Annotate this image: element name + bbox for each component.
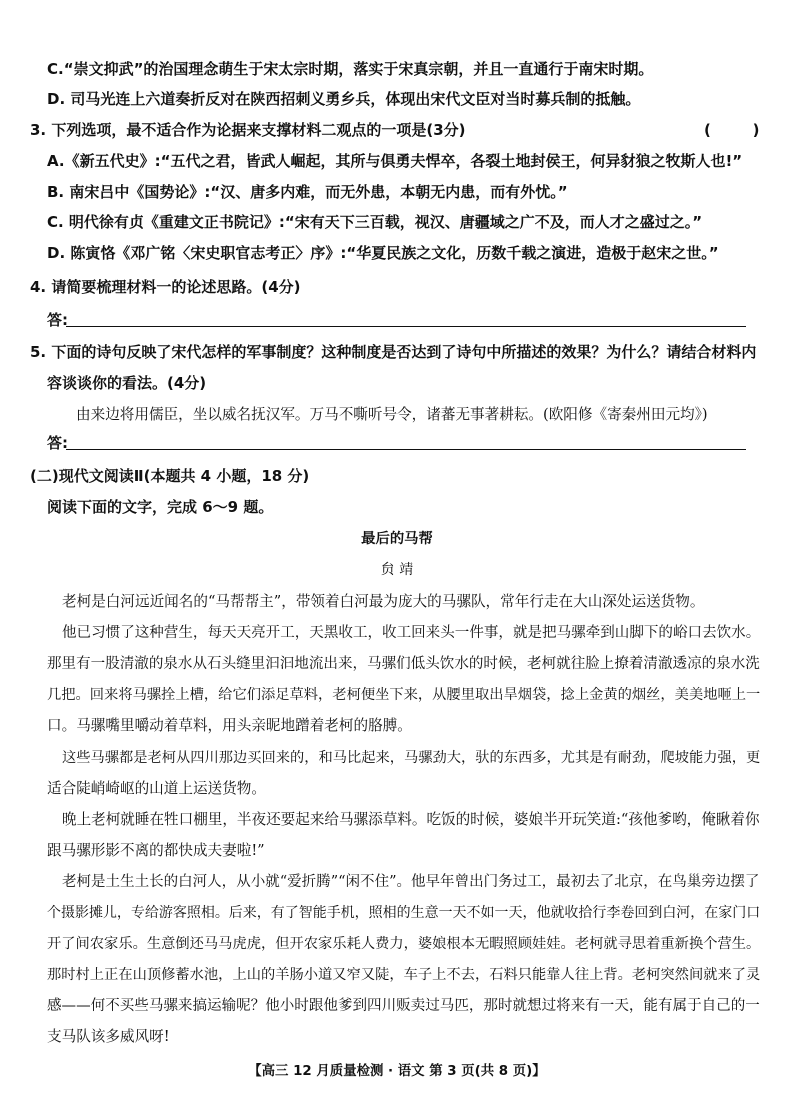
article-paragraph-line: 几把。回来将马骡拴上槽，给它们添足草料，老柯便坐下来，从腰里取出旱烟袋，捻上金黄的烟丝，美美地咂上一 xyxy=(47,687,761,703)
q5-stem-line1: 5. 下面的诗句反映了宋代怎样的军事制度？这种制度是否达到了诗句中所描述的效果？为什么？请结合材料内 xyxy=(30,343,757,361)
q2-option-d: D. 司马光连上六道奏折反对在陕西招刺义勇乡兵，体现出宋代文臣对当时募兵制的抵触。 xyxy=(47,90,641,108)
q4-answer-label: 答: xyxy=(47,311,68,329)
article-paragraph-line: 那里有一股清澈的泉水从石头缝里汩汩地流出来，马骡们低头饮水的时候，老柯就往脸上撩着清澈透凉的泉水洗 xyxy=(47,655,760,672)
q3-answer-bracket: ( ) xyxy=(704,121,760,139)
article-paragraph-line: 晚上老柯就睡在牲口棚里，半夜还要起来给马骡添草料。吃饭的时候，婆娘半开玩笑道:“孩他爹哟，俺瞅着你 xyxy=(62,811,760,828)
q5-poem: 由来边将用儒臣，坐以威名抚汉军。万马不嘶听号令，诸蕃无事著耕耘。(欧阳修《寄秦州田元均》) xyxy=(76,406,708,423)
section-heading: (二)现代文阅读Ⅱ(本题共 4 小题，18 分) xyxy=(30,467,310,485)
article-author: 贠 靖 xyxy=(380,562,414,578)
article-paragraph-line: 口。马骡嘴里嚼动着草料，用头亲昵地蹭着老柯的胳膊。 xyxy=(47,717,412,734)
article-paragraph-line: 跟马骡形影不离的都快成夫妻啦!” xyxy=(47,842,265,859)
article-paragraph-line: 他已习惯了这种营生，每天天亮开工，天黑收工，收工回来头一件事，就是把马骡牵到山脚下的峪口去饮水。 xyxy=(62,624,761,641)
article-paragraph-line: 适合陡峭崎岖的山道上运送货物。 xyxy=(47,780,266,797)
article-paragraph-line: 开了间农家乐。生意倒还马马虎虎，但开农家乐耗人费力，婆娘根本无暇照顾娃娃。老柯就寻思着重新换个营生。 xyxy=(47,936,761,952)
article-paragraph-line: 老柯是土生土长的白河人，从小就“爱折腾”“闲不住”。他早年曾出门务过工，最初去了北京，在鸟巢旁边摆了 xyxy=(62,874,760,890)
article-paragraph-line: 那时村上正在山顶修蓄水池，上山的羊肠小道又窄又陡，车子上不去，石料只能靠人往上背。老柯突然间就来了灵 xyxy=(47,967,761,983)
article-paragraph-line: 支马队该多威风呀! xyxy=(47,1028,170,1045)
section-instruction: 阅读下面的文字，完成 6～9 题。 xyxy=(47,498,274,516)
q4-answer-line[interactable] xyxy=(66,326,746,327)
article-title: 最后的马帮 xyxy=(361,531,433,547)
article-paragraph-line: 这些马骡都是老柯从四川那边买回来的，和马比起来，马骡劲大，驮的东西多，尤其是有耐劲，爬坡能力强，更 xyxy=(62,750,761,766)
q3-option-d: D. 陈寅恪《邓广铭〈宋史职官志考正〉序》:“华夏民族之文化，历数千载之演进，造极于赵宋之世。” xyxy=(47,244,719,262)
q3-option-b: B. 南宋吕中《国势论》:“汉、唐多内难，而无外患，本朝无内患，而有外忧。” xyxy=(47,183,568,201)
q5-answer-label: 答: xyxy=(47,434,68,452)
q5-answer-line[interactable] xyxy=(66,449,746,450)
page-footer: 【高三 12 月质量检测 · 语文 第 3 页(共 8 页)】 xyxy=(248,1064,546,1079)
q3-stem: 3. 下列选项，最不适合作为论据来支撑材料二观点的一项是(3分) xyxy=(30,121,466,139)
article-paragraph-line: 感——何不买些马骡来搞运输呢？他小时跟他爹到四川贩卖过马匹，那时就想过将来有一天，能有属于自己的一 xyxy=(47,997,760,1014)
article-paragraph-line: 个摄影摊儿，专给游客照相。后来，有了智能手机，照相的生意一天不如一天，他就收拾行李卷回到白河，在家门口 xyxy=(47,905,761,921)
article-paragraph-line: 老柯是白河远近闻名的“马帮帮主”，带领着白河最为庞大的马骡队，常年行走在大山深处运送货物。 xyxy=(62,593,705,610)
q5-stem-line2: 容谈谈你的看法。(4分) xyxy=(47,374,207,392)
q2-option-c: C.“崇文抑武”的治国理念萌生于宋太宗时期，落实于宋真宗朝，并且一直通行于南宋时期。 xyxy=(47,60,654,78)
q3-option-a: A.《新五代史》:“五代之君，皆武人崛起，其所与俱勇夫悍卒，各裂土地封侯王，何异豺狼之牧斯人也!” xyxy=(47,152,743,170)
q3-option-c: C. 明代徐有贞《重建文正书院记》:“宋有天下三百载，视汉、唐疆域之广不及，而人才之盛过之。” xyxy=(47,213,703,231)
q4-stem: 4. 请简要梳理材料一的论述思路。(4分) xyxy=(30,278,301,296)
